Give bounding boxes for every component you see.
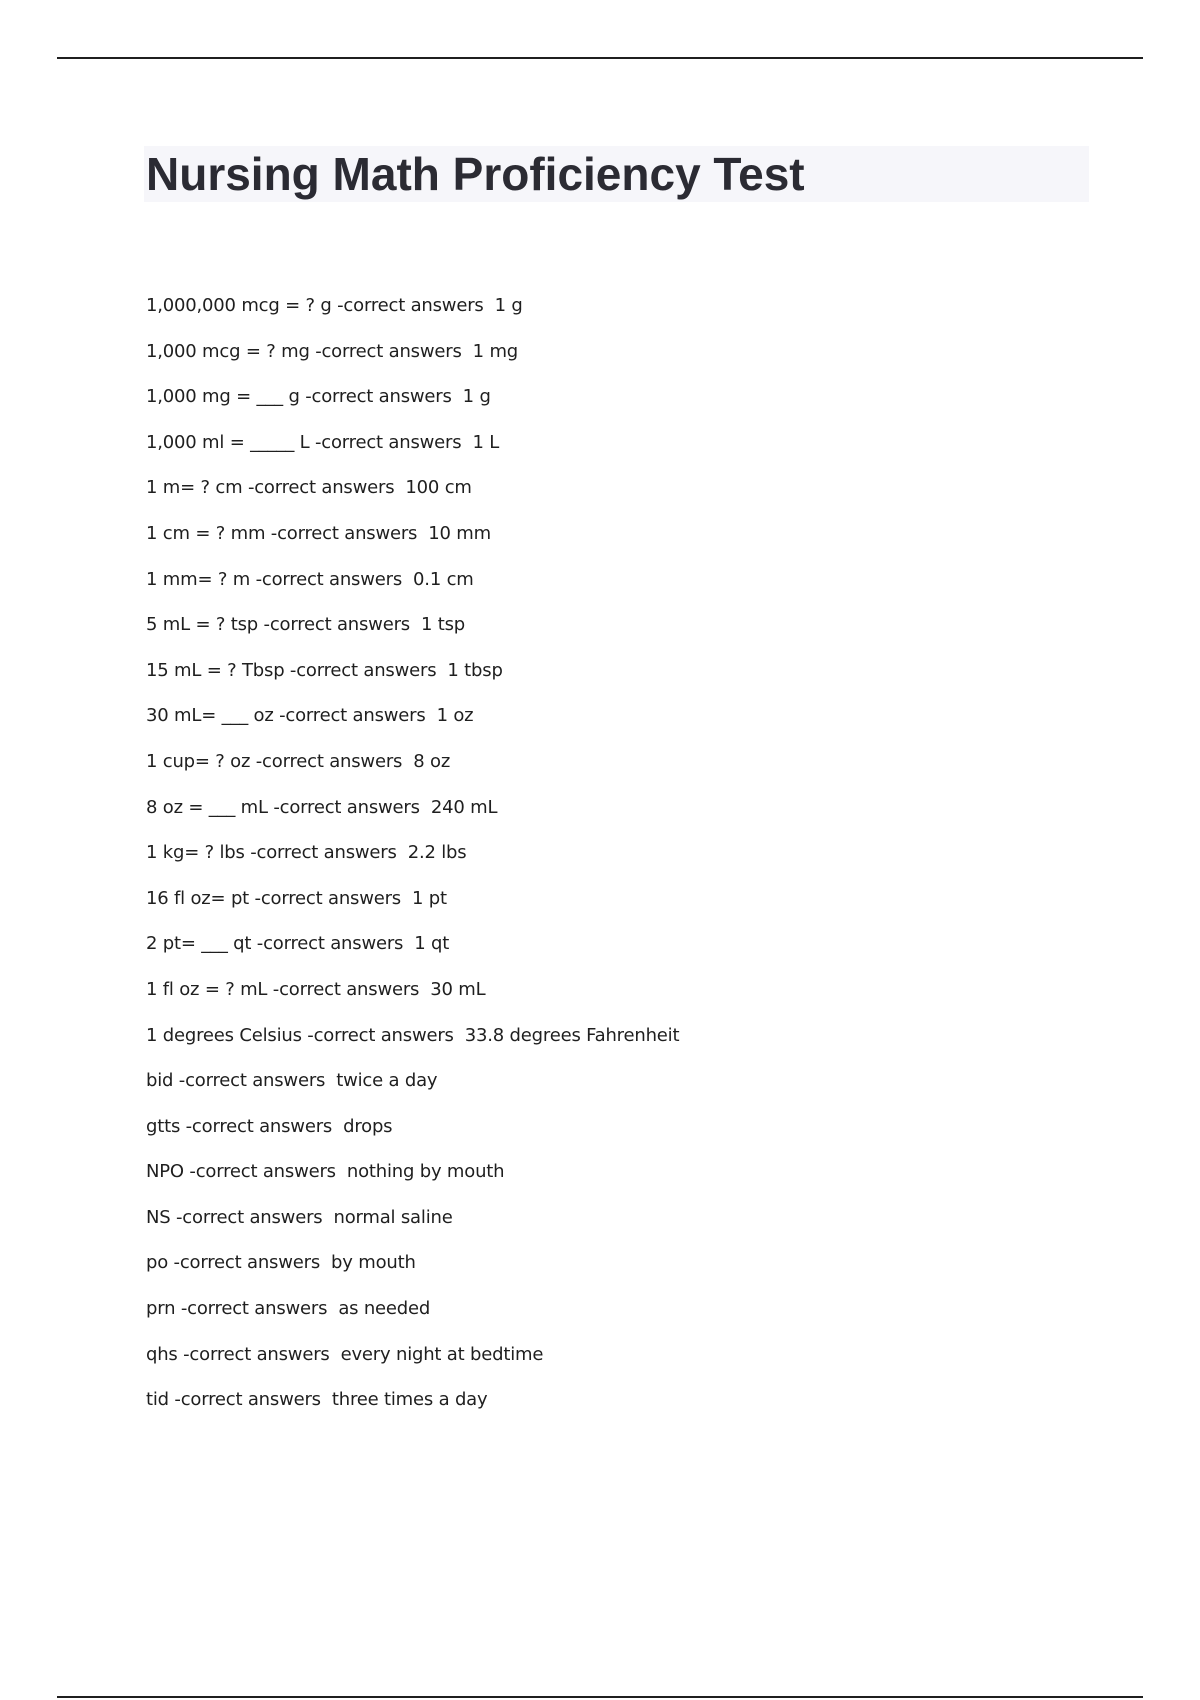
qa-item: 1,000,000 mcg = ? g -correct answers 1 g (146, 295, 523, 316)
qa-item: po -correct answers by mouth (146, 1252, 416, 1274)
qa-item: bid -correct answers twice a day (146, 1070, 438, 1092)
qa-item: 15 mL = ? Tbsp -correct answers 1 tbsp (146, 659, 503, 681)
qa-item: 1 mm= ? m -correct answers 0.1 cm (146, 568, 474, 590)
qa-item: gtts -correct answers drops (146, 1115, 393, 1137)
qa-item: 1 kg= ? lbs -correct answers 2.2 lbs (146, 842, 467, 864)
qa-list (146, 286, 1106, 1426)
document-title: Nursing Math Proficiency Test (146, 148, 805, 200)
qa-item: prn -correct answers as needed (146, 1298, 431, 1320)
qa-item: NS -correct answers normal saline (146, 1206, 453, 1228)
qa-item: 1 fl oz = ? mL -correct answers 30 mL (146, 978, 486, 1000)
bottom-rule (57, 1696, 1143, 1698)
qa-item: tid -correct answers three times a day (146, 1389, 488, 1411)
qa-item: 1,000 ml = _____ L -correct answers 1 L (146, 431, 500, 453)
qa-item: 1 cm = ? mm -correct answers 10 mm (146, 522, 491, 544)
qa-item: 30 mL= ___ oz -correct answers 1 oz (146, 705, 474, 727)
qa-item: NPO -correct answers nothing by mouth (146, 1161, 505, 1183)
qa-item: 8 oz = ___ mL -correct answers 240 mL (146, 796, 498, 818)
top-rule (57, 57, 1143, 59)
qa-item: 1 cup= ? oz -correct answers 8 oz (146, 750, 451, 772)
qa-item: 1 degrees Celsius -correct answers 33.8 degrees Fahrenheit (146, 1024, 680, 1046)
qa-item: 1,000 mcg = ? mg -correct answers 1 mg (146, 340, 519, 362)
qa-item: 1 m= ? cm -correct answers 100 cm (146, 477, 472, 499)
qa-item: 2 pt= ___ qt -correct answers 1 qt (146, 933, 450, 955)
qa-item: 16 fl oz= pt -correct answers 1 pt (146, 887, 447, 909)
qa-item: 5 mL = ? tsp -correct answers 1 tsp (146, 614, 466, 636)
qa-item: 1,000 mg = ___ g -correct answers 1 g (146, 386, 491, 408)
qa-item: qhs -correct answers every night at bedtime (146, 1343, 544, 1365)
